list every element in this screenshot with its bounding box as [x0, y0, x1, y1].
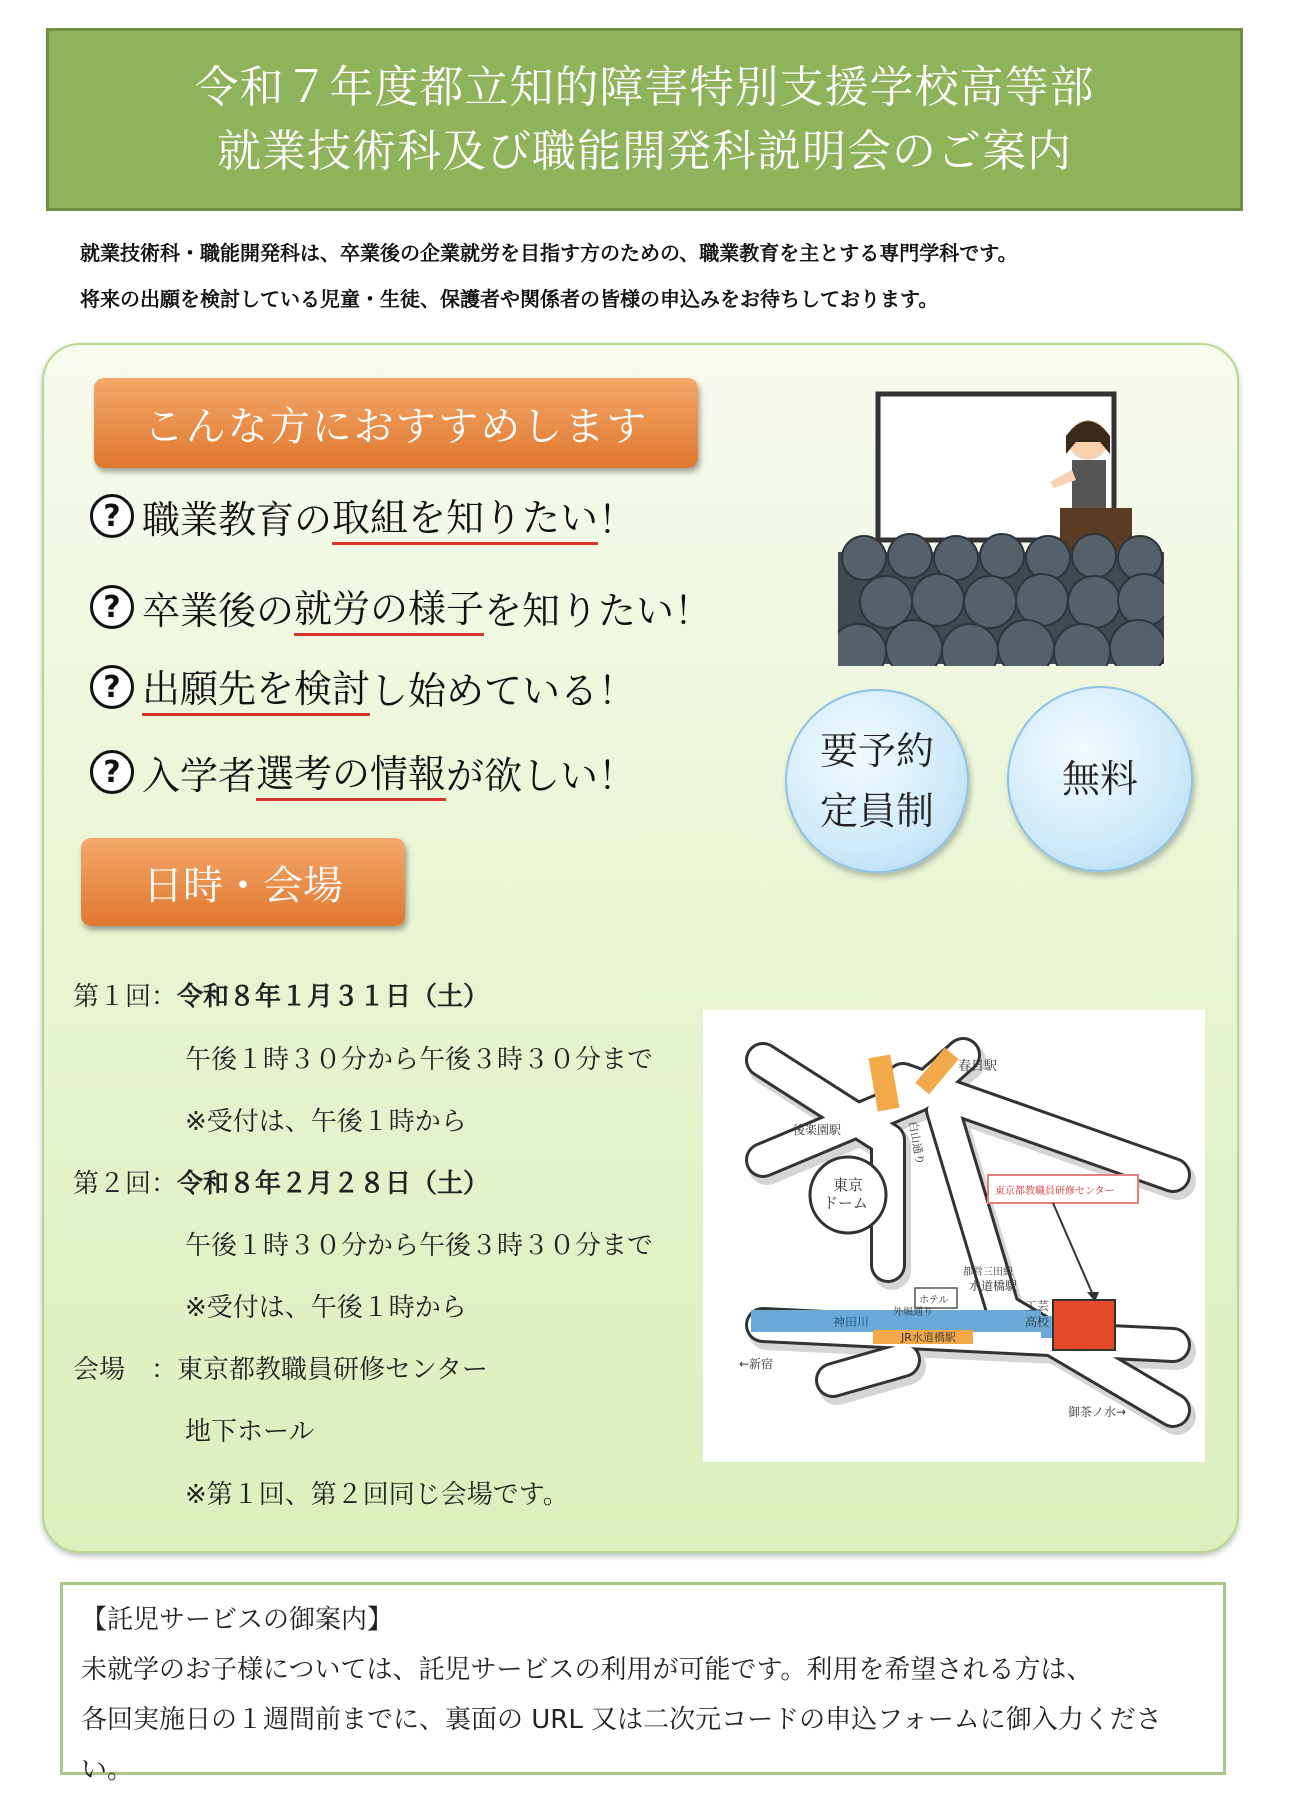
- recommend-item-1: ? 職業教育の 取組を知りたい ！: [90, 487, 636, 545]
- recommend-heading: こんな方におすすめします: [94, 378, 698, 468]
- title-line-1: 令和７年度都立知的障害特別支援学校高等部: [194, 61, 1095, 113]
- title-line-2: 就業技術科及び職能開発科説明会のご案内: [217, 125, 1072, 177]
- venue-note: ※第１回、第２回同じ会場です。: [185, 1480, 569, 1510]
- map-label-center: 東京都教職員研修センター: [995, 1186, 1115, 1197]
- intro-line-1: 就業技術科・職能開発科は、卒業後の企業就労を目指す方のための、職業教育を主とする専門学科です。: [80, 241, 1018, 265]
- recommend-item-2: ? 卒業後の 就労の様子 を知りたい！: [90, 578, 712, 636]
- access-map: [703, 1010, 1205, 1462]
- map-label-kasuga: 春日駅: [958, 1059, 998, 1074]
- question-icon: ?: [90, 665, 134, 709]
- map-label-jr: JR水道橋駅: [901, 1331, 956, 1344]
- question-icon: ?: [90, 750, 134, 794]
- map-label-hakusan: 白山通り: [906, 1120, 927, 1166]
- map-label-shinjuku: ←新宿: [739, 1357, 774, 1371]
- title-banner: [46, 28, 1243, 211]
- map-label-korakuen: 後楽園駅: [793, 1123, 842, 1137]
- reservation-badge-line1: 要予約: [819, 729, 934, 773]
- free-badge: 無料: [1007, 686, 1193, 872]
- reservation-badge: [785, 689, 969, 873]
- map-label-hotel: ホテル: [919, 1295, 949, 1306]
- childcare-line-1: 未就学のお子様については、託児サービスの利用が可能です。利用を希望される方は、: [81, 1655, 1093, 1685]
- childcare-title: 【託児サービスの御案内】: [81, 1605, 394, 1635]
- intro-line-2: 将来の出願を検討している児童・生徒、保護者や関係者の皆様の申込みをお待ちしております。: [80, 287, 939, 311]
- question-icon: ?: [90, 494, 134, 538]
- childcare-notice: [60, 1582, 1226, 1785]
- map-label-kogei-1: 工芸: [1025, 1299, 1050, 1313]
- session-1-time: 午後１時３０分から午後３時３０分まで: [185, 1045, 654, 1075]
- session-1-heading: 第１回：令和８年１月３１日（土）: [73, 982, 490, 1012]
- map-label-dome-2: ドーム: [823, 1194, 869, 1212]
- venue-name: 東京都教職員研修センター: [177, 1355, 488, 1385]
- venue-room: 地下ホール: [185, 1417, 315, 1447]
- venue-row: 会場 ：東京都教職員研修センター: [73, 1355, 488, 1385]
- map-label-ochanomizu: 御茶ノ水→: [1068, 1405, 1127, 1419]
- session-1-reception: ※受付は、午後１時から: [185, 1107, 467, 1137]
- recommend-item-3: ? 出願先を検討 し始めている！: [90, 658, 636, 716]
- session-1-date: 令和８年１月３１日（土）: [177, 982, 490, 1012]
- recommend-item-4: ? 入学者 選考の情報 が欲しい！: [90, 743, 636, 801]
- session-2-heading: 第２回：令和８年２月２８日（土）: [73, 1169, 490, 1199]
- session-2-date: 令和８年２月２８日（土）: [177, 1169, 490, 1199]
- schedule-heading: 日時・会場: [81, 838, 405, 926]
- map-label-dome-1: 東京: [833, 1176, 864, 1194]
- reservation-badge-line2: 定員制: [819, 789, 934, 833]
- session-2-reception: ※受付は、午後１時から: [185, 1293, 467, 1323]
- map-label-mita: 都営三田線: [963, 1267, 1013, 1278]
- map-label-sotobori: 外堀通り: [893, 1307, 933, 1318]
- question-icon: ?: [90, 585, 134, 629]
- map-label-kogei-2: 高校: [1025, 1315, 1050, 1329]
- map-label-kanda: 神田川: [833, 1315, 870, 1329]
- map-label-suidobashi: 水道橋駅: [969, 1279, 1018, 1293]
- presentation-illustration: [838, 390, 1164, 666]
- childcare-line-2: 各回実施日の１週間前までに、裏面の URL 又は二次元コードの申込フォームに御入力ください。: [81, 1705, 1162, 1785]
- session-2-time: 午後１時３０分から午後３時３０分まで: [185, 1231, 654, 1261]
